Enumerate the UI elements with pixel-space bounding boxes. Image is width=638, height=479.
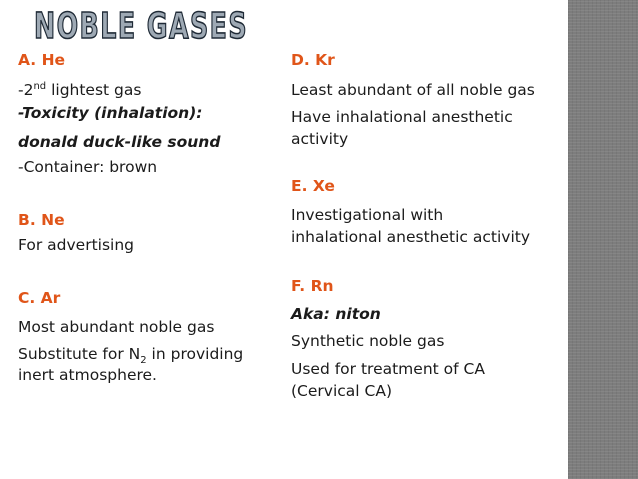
text-radon-3: Used for treatment of CA [291,360,485,378]
text-neon-1: For advertising [18,236,134,254]
text-radon-1: Aka: niton [291,305,381,323]
decorative-sidebar [568,0,638,479]
text-helium-2: -Toxicity (inhalation): [18,104,203,122]
text-radon-4: (Cervical CA) [291,382,392,400]
text-helium-1: -2nd lightest gas [18,80,142,99]
heading-neon: B. Ne [18,211,65,229]
text-krypton-3: activity [291,130,349,148]
heading-helium: A. He [18,51,66,69]
heading-krypton: D. Kr [291,51,335,69]
text-argon-1: Most abundant noble gas [18,318,215,336]
text-radon-2: Synthetic noble gas [291,332,445,350]
slide-title [30,2,260,46]
heading-argon: C. Ar [18,289,61,307]
heading-xenon: E. Xe [291,177,335,195]
text-argon-3: inert atmosphere. [18,366,157,384]
heading-radon: F. Rn [291,277,334,295]
text-helium-3: donald duck-like sound [18,133,221,151]
text-argon-2: Substitute for $N_2$ in providing [18,345,244,367]
text-krypton-1: Least abundant of all noble gas [291,81,535,99]
slide-title-text: NOBLE GASES [34,6,248,47]
text-helium-4: -Container: brown [18,158,158,176]
text-xenon-2: inhalational anesthetic activity [291,228,531,246]
text-xenon-1: Investigational with [291,206,444,224]
text-krypton-2: Have inhalational anesthetic [291,108,513,126]
